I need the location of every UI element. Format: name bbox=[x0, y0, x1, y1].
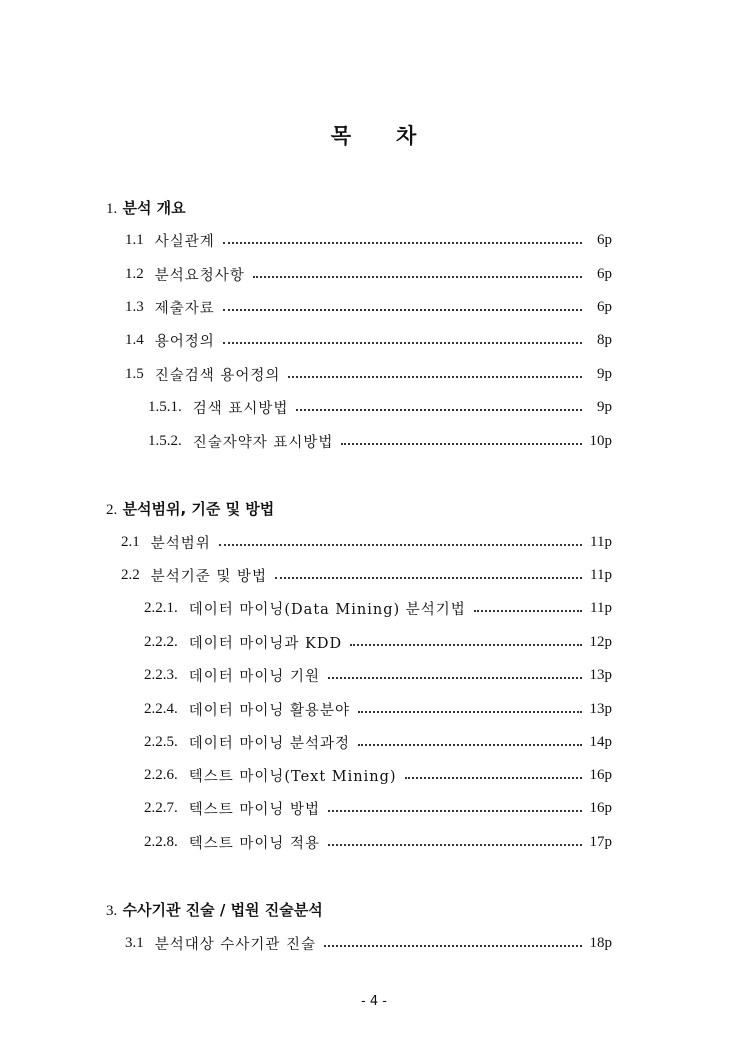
toc-number: 1.1 bbox=[125, 231, 144, 248]
toc-label: 데이터 마이닝(Data Mining) 분석기법 bbox=[188, 601, 466, 618]
toc-label: 텍스트 마이닝 방법 bbox=[188, 801, 321, 818]
toc-entry[interactable] bbox=[144, 631, 612, 653]
toc-number: 2.2 bbox=[121, 566, 140, 583]
dot-leader bbox=[405, 775, 582, 779]
toc-number: 2.2.1. bbox=[144, 599, 178, 616]
toc-page: 13p bbox=[589, 666, 612, 683]
toc-page: 11p bbox=[590, 566, 612, 583]
title-left: 목 bbox=[330, 123, 352, 148]
toc-page: 6p bbox=[597, 265, 612, 282]
toc-page: 8p bbox=[597, 331, 612, 348]
toc-entry[interactable] bbox=[148, 430, 612, 452]
dot-leader bbox=[288, 374, 582, 378]
toc-label: 데이터 마이닝 활용분야 bbox=[188, 702, 351, 719]
toc-label: 데이터 마이닝과 KDD bbox=[188, 635, 343, 652]
toc-entry[interactable] bbox=[144, 597, 612, 619]
toc-label: 분석범위 bbox=[150, 535, 211, 552]
section-heading: 3. 수사기관 진술 / 법원 진술분석 bbox=[106, 901, 323, 919]
toc-number: 2.2.6. bbox=[144, 766, 178, 783]
dot-leader bbox=[350, 642, 581, 646]
toc-label: 텍스트 마이닝 적용 bbox=[188, 835, 321, 852]
toc-page: 6p bbox=[597, 298, 612, 315]
section-heading: 1. 분석 개요 bbox=[106, 199, 186, 217]
toc-entry[interactable] bbox=[125, 296, 612, 318]
toc-number: 1.2 bbox=[125, 265, 144, 282]
toc-entry[interactable] bbox=[144, 831, 612, 853]
dot-leader bbox=[328, 675, 581, 679]
toc-number: 2.2.4. bbox=[144, 700, 178, 717]
dot-leader bbox=[275, 575, 582, 579]
dot-leader bbox=[296, 407, 582, 411]
toc-page: 6p bbox=[597, 231, 612, 248]
dot-leader bbox=[358, 742, 581, 746]
toc-label: 데이터 마이닝 분석과정 bbox=[188, 735, 351, 752]
dot-leader bbox=[358, 709, 581, 713]
toc-entry[interactable] bbox=[121, 531, 612, 553]
toc-page: 16p bbox=[589, 766, 612, 783]
dot-leader bbox=[223, 340, 582, 344]
toc-entry[interactable] bbox=[125, 263, 612, 285]
toc-page: 16p bbox=[589, 799, 612, 816]
toc-label: 제출자료 bbox=[154, 300, 215, 317]
toc-entry[interactable] bbox=[144, 664, 612, 686]
toc-number: 1.3 bbox=[125, 298, 144, 315]
toc-number: 1.5.1. bbox=[148, 398, 182, 415]
toc-page: 9p bbox=[597, 398, 612, 415]
toc-label: 용어정의 bbox=[154, 333, 215, 350]
dot-leader bbox=[219, 542, 582, 546]
toc-entry[interactable] bbox=[121, 564, 612, 586]
toc-entry[interactable] bbox=[144, 698, 612, 720]
dot-leader bbox=[223, 240, 582, 244]
toc-number: 3.1 bbox=[125, 934, 144, 951]
toc-page: 11p bbox=[590, 599, 612, 616]
toc-label: 분석요청사항 bbox=[154, 267, 245, 284]
toc-entry[interactable] bbox=[144, 797, 612, 819]
toc-entry[interactable] bbox=[125, 363, 612, 385]
toc-label: 진술자약자 표시방법 bbox=[192, 434, 334, 451]
toc-page: 14p bbox=[589, 733, 612, 750]
toc-label: 진술검색 용어정의 bbox=[154, 367, 281, 384]
toc-number: 2.2.5. bbox=[144, 733, 178, 750]
toc-page: 13p bbox=[589, 700, 612, 717]
page-title bbox=[0, 120, 748, 150]
toc-label: 데이터 마이닝 기원 bbox=[188, 668, 321, 685]
toc-label: 사실관계 bbox=[154, 233, 215, 250]
toc-entry[interactable] bbox=[125, 229, 612, 251]
toc-label: 분석대상 수사기관 진술 bbox=[154, 936, 317, 953]
title-right: 차 bbox=[396, 123, 418, 148]
toc-entry[interactable] bbox=[144, 731, 612, 753]
dot-leader bbox=[324, 943, 581, 947]
dot-leader bbox=[328, 842, 581, 846]
dot-leader bbox=[253, 274, 582, 278]
toc-page: 18p bbox=[589, 934, 612, 951]
toc-number: 2.1 bbox=[121, 533, 140, 550]
toc-number: 2.2.3. bbox=[144, 666, 178, 683]
dot-leader bbox=[341, 441, 581, 445]
toc-number: 2.2.8. bbox=[144, 833, 178, 850]
toc-entry[interactable] bbox=[125, 329, 612, 351]
toc-entry[interactable] bbox=[125, 932, 612, 954]
section-heading: 2. 분석범위, 기준 및 방법 bbox=[106, 500, 275, 518]
toc-number: 1.4 bbox=[125, 331, 144, 348]
page-number: - 4 - bbox=[361, 994, 387, 1009]
toc-number: 2.2.7. bbox=[144, 799, 178, 816]
toc-number: 1.5 bbox=[125, 365, 144, 382]
toc-entry[interactable] bbox=[144, 764, 612, 786]
dot-leader bbox=[223, 307, 582, 311]
toc-page: 17p bbox=[589, 833, 612, 850]
toc-number: 1.5.2. bbox=[148, 432, 182, 449]
dot-leader bbox=[328, 808, 581, 812]
toc-label: 텍스트 마이닝(Text Mining) bbox=[188, 768, 397, 785]
toc-number: 2.2.2. bbox=[144, 633, 178, 650]
toc-page: 12p bbox=[589, 633, 612, 650]
toc-label: 검색 표시방법 bbox=[192, 400, 289, 417]
toc-label: 분석기준 및 방법 bbox=[150, 568, 268, 585]
dot-leader bbox=[474, 608, 582, 612]
toc-entry[interactable] bbox=[148, 396, 612, 418]
toc-page: 11p bbox=[590, 533, 612, 550]
toc-page: 10p bbox=[589, 432, 612, 449]
toc-page: 9p bbox=[597, 365, 612, 382]
